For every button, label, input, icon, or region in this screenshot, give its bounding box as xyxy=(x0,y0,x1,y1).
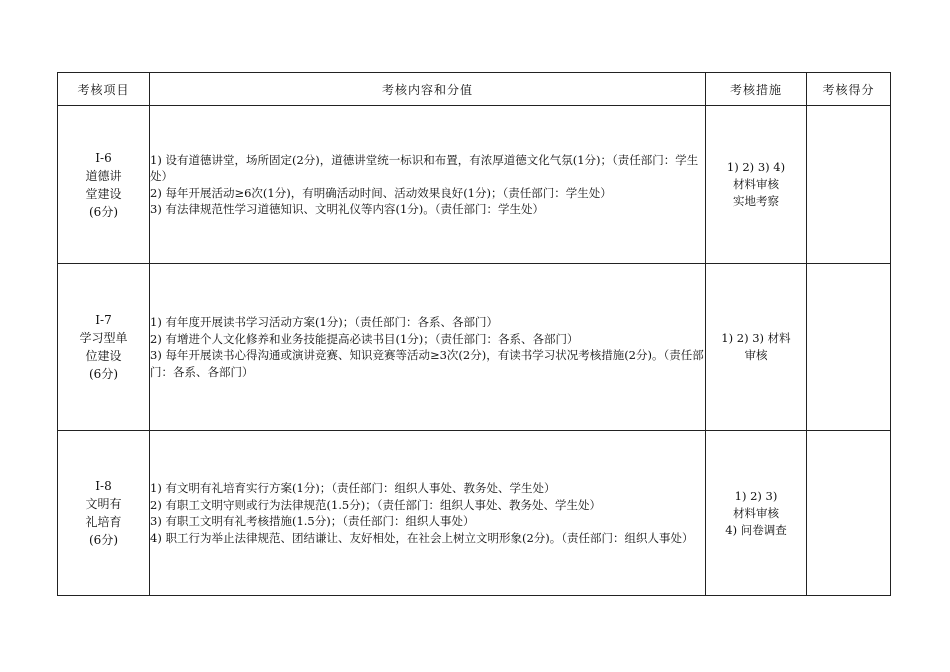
content-cell xyxy=(150,431,706,596)
item-cell xyxy=(58,264,150,431)
item-name-line: 学习型单 xyxy=(79,331,128,345)
table-row xyxy=(58,264,891,431)
header-content: 考核内容和分值 xyxy=(150,73,706,106)
content-line: 4) 职工行为举止法律规范、团结谦让、友好相处，在社会上树立文明形象(2分)。（责任部门：组织人事处） xyxy=(150,530,694,545)
item-points: (6分) xyxy=(89,367,118,381)
header-measures: 考核措施 xyxy=(706,73,807,106)
table-header-row xyxy=(58,73,891,106)
measure-line: 1) 2) 3) xyxy=(734,488,778,503)
content-line: 1) 有年度开展读书学习活动方案(1分)；（责任部门：各系、各部门） xyxy=(150,315,498,329)
item-name-line: 道德讲 xyxy=(85,168,122,183)
item-cell xyxy=(58,106,150,264)
item-code: I-6 xyxy=(95,150,112,165)
content-line: 3) 有法律规范性学习道德知识、文明礼仪等内容(1分)。（责任部门：学生处） xyxy=(150,202,544,216)
table-row xyxy=(58,431,891,596)
measure-line: 材料审核 xyxy=(733,177,779,191)
item-code: I-8 xyxy=(95,479,112,493)
content-line: 2) 有增进个人文化修养和业务技能提高必读书目(1分)；（责任部门：各系、各部门） xyxy=(150,331,579,346)
measure-line: 审核 xyxy=(744,348,768,362)
content-line: 1) 有文明有礼培育实行方案(1分)；（责任部门：组织人事处、教务处、学生处） xyxy=(150,481,556,495)
table-row xyxy=(58,106,891,264)
measure-cell xyxy=(706,264,807,431)
content-cell xyxy=(150,106,706,264)
score-cell[interactable] xyxy=(807,431,891,596)
content-line: 3) 每年开展读书心得沟通或演讲竞赛、知识竞赛等活动≥3次(2分)，有读书学习状况考核措施(2分)。（责任部门：各系、各部门） xyxy=(150,348,704,379)
measure-line: 实地考察 xyxy=(733,194,779,208)
item-code: I-7 xyxy=(95,313,112,327)
measure-cell xyxy=(706,431,807,596)
score-cell[interactable] xyxy=(807,106,891,264)
item-points: (6分) xyxy=(89,533,118,547)
content-line: 1) 设有道德讲堂，场所固定(2分)，道德讲堂统一标识和布置，有浓厚道德文化气氛(1分)；（责任部门：学生处） xyxy=(150,152,699,183)
item-cell xyxy=(58,431,150,596)
content-line: 2) 每年开展活动≥6次(1分)，有明确活动时间、活动效果良好(1分)；（责任部门：学生处） xyxy=(150,185,612,200)
content-line: 2) 有职工文明守则或行为法律规范(1.5分)；（责任部门：组织人事处、教务处、学生处） xyxy=(150,497,601,512)
header-item: 考核项目 xyxy=(58,73,150,106)
assessment-table xyxy=(57,72,891,596)
header-score: 考核得分 xyxy=(807,73,891,106)
measure-line: 1) 2) 3) 材料 xyxy=(721,331,791,345)
measure-line: 4) 问卷调查 xyxy=(725,522,787,537)
item-name-line: 文明有 xyxy=(85,497,122,511)
measure-line: 材料审核 xyxy=(733,505,779,520)
item-name-line: 礼培育 xyxy=(85,515,122,529)
item-points: (6分) xyxy=(89,204,118,219)
measure-line: 1) 2) 3) 4) xyxy=(726,160,786,174)
content-line: 3) 有职工文明有礼考核措施(1.5分)；（责任部门：组织人事处） xyxy=(150,514,475,528)
measure-cell xyxy=(706,106,807,264)
content-cell xyxy=(150,264,706,431)
item-name-line: 堂建设 xyxy=(85,186,122,201)
item-name-line: 位建设 xyxy=(85,349,122,363)
score-cell[interactable] xyxy=(807,264,891,431)
